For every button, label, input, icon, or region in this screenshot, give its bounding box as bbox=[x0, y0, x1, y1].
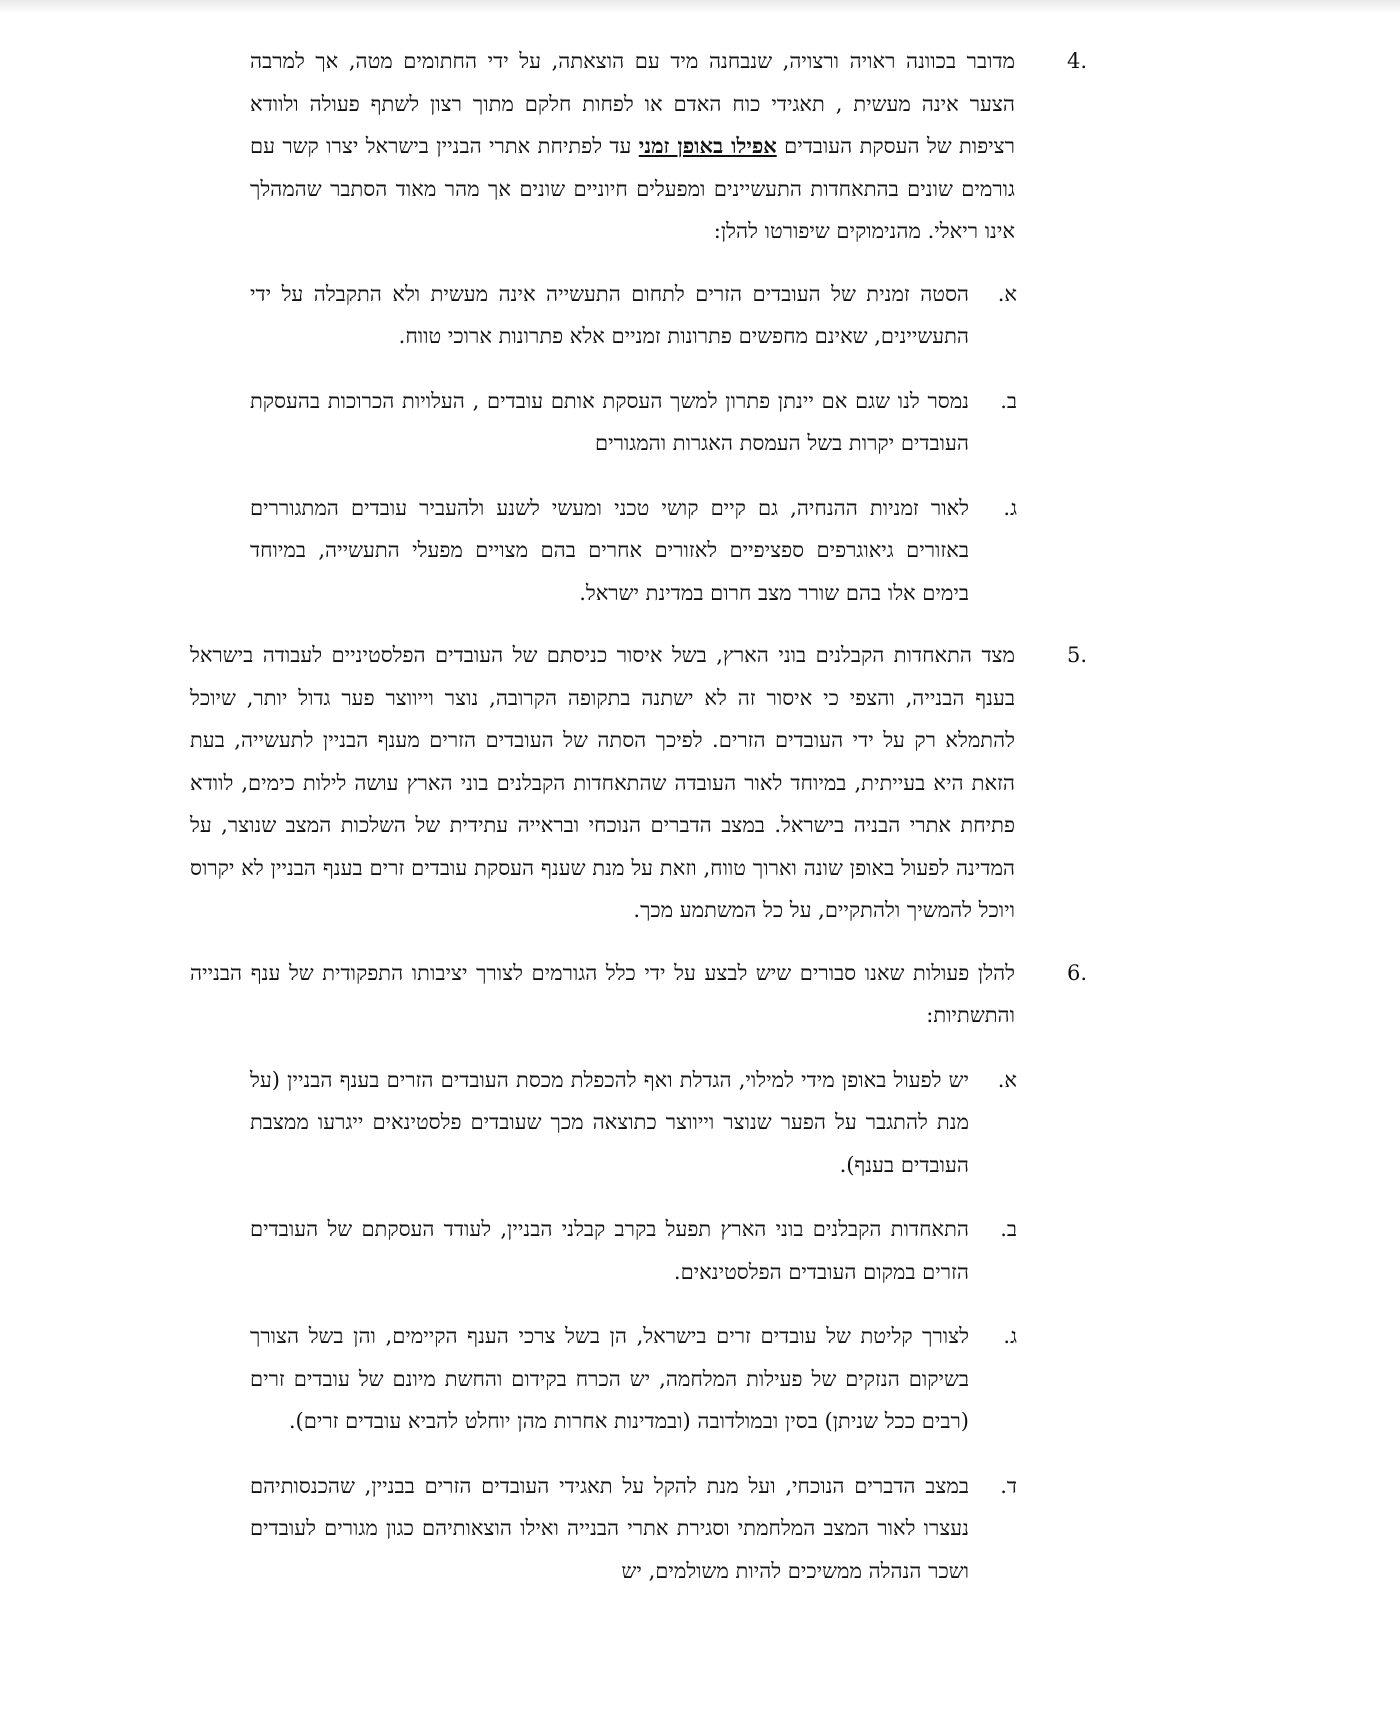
sub-text: לאור זמניות ההנחיה, גם קיים קושי טכני ומעשי לשנע ולהעביר עובדים המתגוררים באזורים גיאוגרפים ספציפיים לאזורים אחרים בהם מצויים מפעלי התעשייה, במיוחד בימים אלו בהם שורר מצב חרום במדינת ישראל. bbox=[250, 495, 969, 605]
sub-letter: ב. bbox=[1000, 1217, 1017, 1241]
paragraph-text-after: עד לפתיחת אתרי הבניין בישראל יצרו קשר עם גורמים שונים בהתאחדות התעשיינים ומפעלים חיוניים שונים אך מהר מאוד הסתבר שהמהלך אינו ריאלי. מהנימוקים שיפורטו להלן: bbox=[250, 134, 1015, 243]
document-body bbox=[190, 40, 1190, 1592]
sub-paragraph bbox=[250, 1208, 1017, 1293]
sub-text: לצורך קליטת של עובדים זרים בישראל, הן בשל צרכי הענף הקיימים, והן בשל הצורך בשיקום הנזקים של פעילות המלחמה, יש הכרח בקידום והחשת מיונם של עובדים זרים (רבים ככל שניתן) בסין ובמולדובה (ובמדינות אחרות מהן יוחלט להביא עובדים זרים). bbox=[250, 1324, 969, 1433]
sub-letter: ג. bbox=[1003, 495, 1017, 520]
numbered-paragraph bbox=[250, 40, 1087, 253]
sub-text: יש לפעול באופן מידי למילוי, הגדלת ואף להכפלת מכסת העובדים הזרים בענף הבניין (על מנת להתגבר על הפער שנוצר וייווצר כתוצאה מכך שעובדים פלסטינאים ייגרעו ממצבת העובדים בענף). bbox=[250, 1067, 969, 1177]
sub-paragraph bbox=[250, 273, 1017, 358]
sub-letter: א. bbox=[997, 281, 1017, 306]
numbered-paragraph bbox=[190, 952, 1087, 1037]
paragraph-text: מצד התאחדות הקבלנים בוני הארץ, בשל איסור כניסתם של העובדים הפלסטיניים לעבודה בישראל בענף הבנייה, והצפי כי איסור זה לא ישתנה בתקופה הקרובה, נוצר וייווצר פער גדול יותר, שיוכל להתמלא רק על ידי העובדים הזרים. לפיכך הסתה של העובדים הזרים מענף הבניין לתעשייה, בעת הזאת היא בעייתית, במיוחד לאור העובדה שהתאחדות הקבלנים בוני הארץ עושה לילות כימים, לוודא פתיחת אתרי הבניה בישראל. במצב הדברים הנוכחי ובראייה עתידית של השלכות המצב שנוצר, על המדינה לפעול באופן שונה וארוך טווח, וזאת על מנת שענף העסקת עובדים זרים בענף הבניין לא יקרוס ויוכל להמשיך ולהתקיים, על כל המשתמע מכך. bbox=[190, 643, 1015, 922]
paragraph-number: 5. bbox=[1066, 643, 1087, 667]
paragraph-text: להלן פעולות שאנו סבורים שיש לבצע על ידי כלל הגורמים לצורך יציבותו התפקודית של ענף הבנייה והתשתיות: bbox=[190, 960, 1015, 1027]
sub-text: הסטה זמנית של העובדים הזרים לתחום התעשייה אינה מעשית ולא התקבלה על ידי התעשיינים, שאינם מחפשים פתרונות זמניים אלא פתרונות ארוכי טווח. bbox=[250, 281, 969, 348]
sub-text: התאחדות הקבלנים בוני הארץ תפעל בקרב קבלני הבניין, לעודד העסקתם של העובדים הזרים במקום העובדים הפלסטינאים. bbox=[250, 1217, 969, 1284]
sub-letter: ג. bbox=[1003, 1324, 1017, 1348]
sub-letter: ד. bbox=[1000, 1473, 1017, 1498]
sub-letter: ב. bbox=[1000, 388, 1017, 413]
numbered-paragraph bbox=[190, 634, 1087, 932]
top-edge-shadow bbox=[0, 0, 1400, 14]
sub-paragraph bbox=[250, 1059, 1017, 1187]
paragraph-number: 4. bbox=[1066, 49, 1087, 73]
sub-text: נמסר לנו שגם אם יינתן פתרון למשך העסקת אותם עובדים , העלויות הכרוכות בהעסקת העובדים יקרות בשל העמסת האגרות והמגורים bbox=[250, 388, 969, 455]
emphasized-text: אפילו באופן זמני bbox=[638, 133, 777, 158]
sub-paragraph bbox=[250, 380, 1017, 465]
paragraph-number: 6. bbox=[1066, 960, 1087, 985]
sub-paragraph bbox=[250, 1315, 1017, 1443]
sub-paragraph bbox=[250, 1465, 1017, 1593]
sub-paragraph bbox=[250, 487, 1017, 615]
sub-letter: א. bbox=[997, 1067, 1017, 1092]
paragraph-text-before: מדובר בכוונה ראויה ורצויה, שנבחנה מיד עם הוצאתה, על ידי החתומים מטה, אך למרבה הצער אינה מעשית , תאגידי כוח האדם או לפחות חלקם מתוך רצון לשתף פעולה ולוודא רציפות של העסקת העובדים bbox=[250, 49, 1016, 158]
sub-text: במצב הדברים הנוכחי, ועל מנת להקל על תאגידי העובדים הזרים בבניין, שהכנסותיהם נעצרו לאור המצב המלחמתי וסגירת אתרי הבנייה ואילו הוצאותיהם כגון מגורים לעובדים ושכר הנהלה ממשיכים להיות משולמים, יש bbox=[250, 1473, 969, 1583]
